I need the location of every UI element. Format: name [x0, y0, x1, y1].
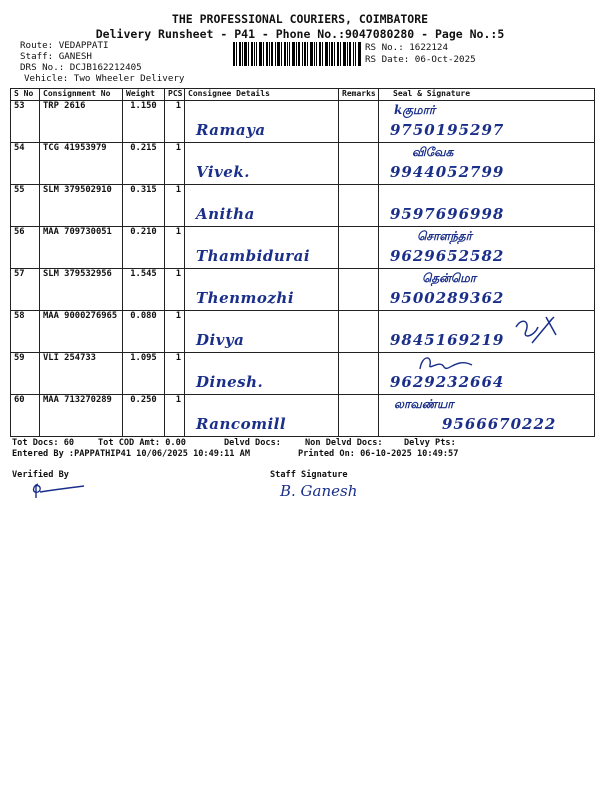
verifier-signature [28, 480, 88, 500]
col-remarks: Remarks [339, 89, 379, 101]
row-consignment: TRP 2616 [40, 101, 123, 143]
row-consignee [185, 185, 339, 227]
row-seal [379, 269, 595, 311]
barcode-image [233, 42, 361, 66]
col-consignment: Consignment No [40, 89, 123, 101]
row-pcs: 1 [165, 353, 185, 395]
consignee-name: Vivek. [196, 163, 250, 181]
handwritten-phone: 9566670222 [442, 415, 557, 433]
handwritten-phone: 9629652582 [390, 247, 505, 265]
handwritten-phone: 9629232664 [390, 373, 505, 391]
total-cod-amount: Tot COD Amt: 0.00 [98, 438, 186, 448]
row-weight: 1.095 [123, 353, 165, 395]
row-pcs: 1 [165, 311, 185, 353]
row-remarks [339, 269, 379, 311]
row-consignment: MAA 709730051 [40, 227, 123, 269]
row-weight: 1.150 [123, 101, 165, 143]
row-consignment: SLM 379532956 [40, 269, 123, 311]
consignee-name: Thenmozhi [196, 289, 295, 307]
runsheet-table [10, 88, 595, 437]
delivered-docs: Delvd Docs: [224, 438, 281, 448]
row-consignment: SLM 379502910 [40, 185, 123, 227]
table-row [11, 269, 595, 311]
row-pcs: 1 [165, 185, 185, 227]
drs-number: DRS No.: DCJB162212405 [20, 62, 142, 73]
row-weight: 0.250 [123, 395, 165, 437]
row-remarks [339, 395, 379, 437]
signature-scribble [512, 313, 562, 349]
table-row [11, 395, 595, 437]
row-sno: 55 [11, 185, 40, 227]
row-consignee [185, 395, 339, 437]
col-weight: Weight [123, 89, 165, 101]
consignee-name: Ramaya [196, 121, 266, 139]
rs-date: RS Date: 06-Oct-2025 [365, 54, 476, 65]
row-sno: 53 [11, 101, 40, 143]
col-sno: S No [11, 89, 40, 101]
row-seal [379, 311, 595, 353]
handwritten-phone: 9944052799 [390, 163, 505, 181]
col-consignee: Consignee Details [185, 89, 339, 101]
table-row [11, 227, 595, 269]
row-consignee [185, 101, 339, 143]
row-consignment: VLI 254733 [40, 353, 123, 395]
vehicle-label: Vehicle: Two Wheeler Delivery [24, 73, 185, 84]
row-seal [379, 227, 595, 269]
table-row [11, 353, 595, 395]
staff-handwritten-signature: B. Ganesh [280, 482, 358, 500]
row-seal [379, 101, 595, 143]
consignee-name: Divya [196, 331, 245, 349]
handwritten-phone: 9750195297 [390, 121, 505, 139]
handwritten-phone: 9845169219 [390, 331, 505, 349]
signature-scribble [416, 353, 476, 375]
table-row [11, 101, 595, 143]
row-sno: 60 [11, 395, 40, 437]
row-seal [379, 185, 595, 227]
row-consignee [185, 269, 339, 311]
row-sno: 59 [11, 353, 40, 395]
runsheet-subtitle: Delivery Runsheet - P41 - Phone No.:9047080280 - Page No.:5 [95, 27, 505, 41]
consignee-name: Dinesh. [196, 373, 264, 391]
handwritten-signature: kகுமார் [394, 103, 436, 117]
row-sno: 57 [11, 269, 40, 311]
row-sno: 54 [11, 143, 40, 185]
consignee-name: Rancomill [196, 415, 287, 433]
row-remarks [339, 185, 379, 227]
row-weight: 1.545 [123, 269, 165, 311]
row-remarks [339, 353, 379, 395]
consignee-name: Thambidurai [196, 247, 311, 265]
row-weight: 0.080 [123, 311, 165, 353]
row-remarks [339, 227, 379, 269]
row-consignee [185, 227, 339, 269]
row-seal [379, 353, 595, 395]
handwritten-signature: தென்மொ [422, 271, 477, 285]
entered-by: Entered By :PAPPATHIP41 10/06/2025 10:49:11 AM [12, 449, 250, 459]
table-row [11, 185, 595, 227]
rs-number: RS No.: 1622124 [365, 42, 448, 53]
row-consignment: TCG 41953979 [40, 143, 123, 185]
row-pcs: 1 [165, 227, 185, 269]
row-consignee [185, 143, 339, 185]
verified-by-label: Verified By [12, 470, 69, 480]
row-remarks [339, 101, 379, 143]
route-label: Route: VEDAPPATI [20, 40, 109, 51]
delivery-points: Delvy Pts: [404, 438, 456, 448]
handwritten-phone: 9500289362 [390, 289, 505, 307]
table-header-row [11, 89, 595, 101]
row-remarks [339, 311, 379, 353]
col-seal: Seal & Signature [379, 89, 595, 101]
staff-signature-label: Staff Signature [270, 470, 348, 480]
row-weight: 0.315 [123, 185, 165, 227]
consignee-name: Anitha [196, 205, 255, 223]
row-pcs: 1 [165, 395, 185, 437]
row-sno: 56 [11, 227, 40, 269]
non-delivered-docs: Non Delvd Docs: [305, 438, 383, 448]
row-weight: 0.210 [123, 227, 165, 269]
col-pcs: PCS [165, 89, 185, 101]
row-consignee [185, 353, 339, 395]
company-title: THE PROFESSIONAL COURIERS, COIMBATORE [171, 12, 429, 26]
row-consignment: MAA 713270289 [40, 395, 123, 437]
row-pcs: 1 [165, 101, 185, 143]
row-consignee [185, 311, 339, 353]
handwritten-phone: 9597696998 [390, 205, 505, 223]
handwritten-signature: சொளந்தர் [417, 229, 472, 243]
row-consignment: MAA 9000276965 [40, 311, 123, 353]
table-row [11, 143, 595, 185]
total-docs: Tot Docs: 60 [12, 438, 75, 448]
handwritten-signature: லாவண்யா [394, 397, 454, 411]
table-row [11, 311, 595, 353]
row-seal [379, 395, 595, 437]
row-seal [379, 143, 595, 185]
staff-label: Staff: GANESH [20, 51, 92, 62]
handwritten-signature: விவேக [412, 145, 454, 159]
row-sno: 58 [11, 311, 40, 353]
row-pcs: 1 [165, 143, 185, 185]
printed-on: Printed On: 06-10-2025 10:49:57 [298, 449, 459, 459]
row-remarks [339, 143, 379, 185]
row-weight: 0.215 [123, 143, 165, 185]
row-pcs: 1 [165, 269, 185, 311]
